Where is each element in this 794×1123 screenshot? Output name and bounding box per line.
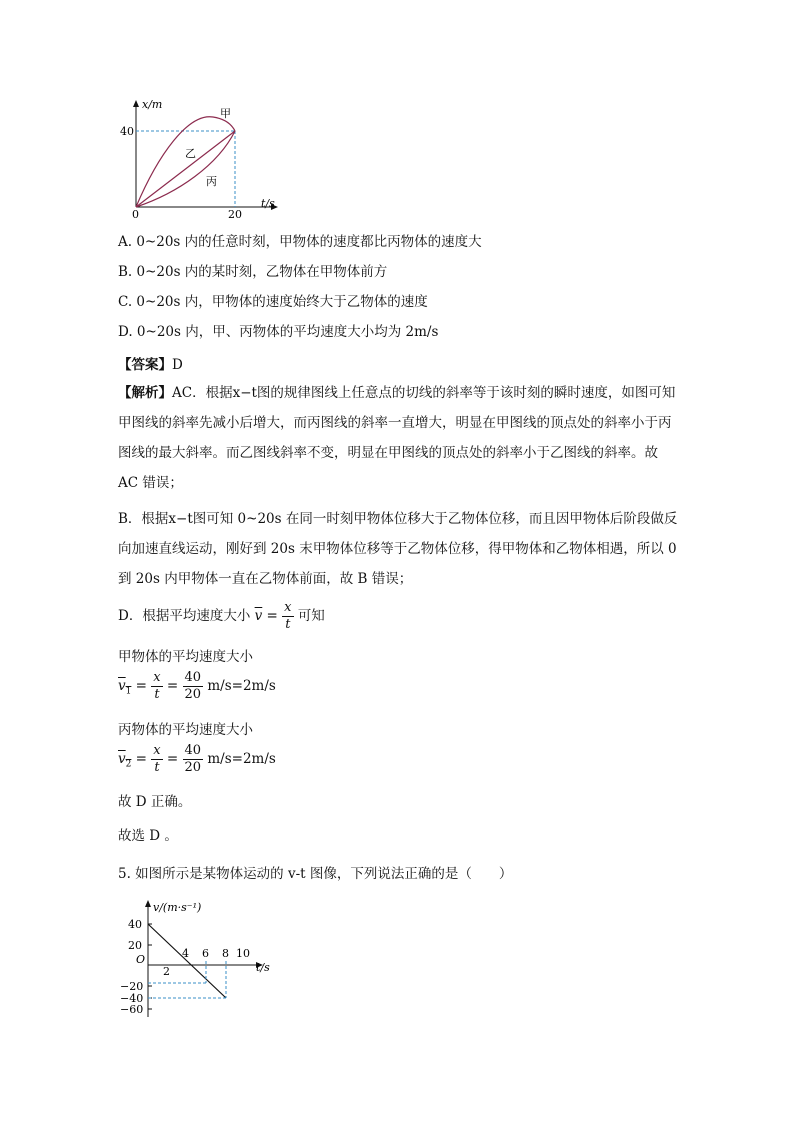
xt-y-label: x/m: [142, 98, 163, 111]
v1-symbol: $v_1$: [118, 678, 132, 697]
v-bar-symbol: $\overline{v}$: [254, 608, 263, 624]
bing-title: 丙物体的平均速度大小: [118, 722, 253, 738]
analysis-b: B．根据x−t图可知 0~20s 在同一时刻甲物体位移大于乙物体位移，而且因甲物体后阶段做反向加速直线运动，刚好到 20s 末甲物体位移等于乙物体位移，得甲物体和乙物体相遇，所以 0 到 20s 内甲物体一直在乙物体前面，故 B 错误；: [118, 511, 678, 587]
vt-x-tick-10: 10: [236, 947, 250, 960]
v2-symbol: $v_2$: [118, 751, 132, 770]
analysis-ac-text: AC．根据x−t图的规律图线上任意点的切线的斜率等于该时刻的瞬时速度，如图可知甲图线的斜率先减小后增大，而丙图线的斜率一直增大，明显在甲图线的顶点处的斜率小于丙图线的最大斜率。而乙图线斜率不变，明显在甲图线的顶点处的斜率小于乙图线的斜率。故 AC 错误；: [118, 385, 676, 491]
equation-v1: $v_1$ = $\frac{x}{t}$ = $\frac{40}{20}$ m/s=2m/s: [118, 670, 276, 702]
v2-result: m/s=2m/s: [207, 751, 276, 767]
xt-origin: 0: [132, 208, 139, 220]
vt-y-label: v/(m·s⁻¹): [153, 901, 202, 914]
vt-x-tick-6: 6: [202, 947, 209, 960]
vt-graph: [118, 895, 288, 1025]
vt-y-tick-40: 40: [128, 918, 142, 931]
v1-frac-xt: $\frac{x}{t}$: [153, 670, 161, 702]
xt-x-label: t/s: [261, 197, 275, 210]
d-conclusion: 故 D 正确。: [118, 794, 192, 810]
v1-frac-40-20: $\frac{40}{20}$: [184, 670, 202, 702]
question-5: 5. 如图所示是某物体运动的 v-t 图像，下列说法正确的是（ ）: [118, 866, 513, 882]
equation-v2: $v_2$ = $\frac{x}{t}$ = $\frac{40}{20}$ m/s=2m/s: [118, 743, 276, 775]
vt-y-arrow: [145, 900, 151, 907]
xt-y-arrow: [133, 100, 139, 107]
d-intro-end: 可知: [297, 608, 325, 624]
answer-value: D: [172, 357, 183, 373]
final-answer: 故选 D 。: [118, 828, 178, 844]
vt-x-label: t/s: [256, 961, 270, 974]
v2-frac-40-20: $\frac{40}{20}$: [184, 743, 202, 775]
option-d: D. 0~20s 内，甲、丙物体的平均速度大小均为 2m/s: [118, 324, 439, 340]
jia-title: 甲物体的平均速度大小: [118, 649, 253, 665]
v2-frac-xt: $\frac{x}{t}$: [153, 743, 161, 775]
frac-num-x: x: [284, 600, 292, 615]
curve-jia: [136, 117, 235, 207]
option-c: C. 0~20s 内，甲物体的速度始终大于乙物体的速度: [118, 294, 428, 310]
label-jia: 甲: [220, 107, 231, 120]
vt-y-tick-neg40: −40: [120, 992, 144, 1005]
label-bing: 丙: [206, 175, 217, 188]
frac-den-t: t: [285, 617, 291, 632]
line-yi: [136, 131, 235, 207]
xt-y-tick-40: 40: [120, 125, 134, 138]
option-a: A. 0~20s 内的任意时刻，甲物体的速度都比丙物体的速度大: [118, 234, 482, 250]
fraction-x-over-t: [282, 600, 293, 633]
vt-x-tick-4: 4: [182, 947, 189, 960]
vt-x-tick-2: 2: [163, 965, 170, 978]
vt-y-tick-20: 20: [128, 939, 142, 952]
v1-result: m/s=2m/s: [207, 678, 276, 694]
answer-line: [118, 353, 183, 373]
d-intro-text: D．根据平均速度大小: [118, 608, 251, 624]
vt-line: [148, 924, 226, 998]
xt-x-tick-20: 20: [228, 208, 242, 220]
option-b: B. 0~20s 内的某时刻，乙物体在甲物体前方: [118, 264, 388, 280]
vt-y-tick-neg60: −60: [120, 1003, 144, 1016]
vt-origin: O: [136, 953, 146, 966]
vt-axes: [148, 903, 260, 1017]
analysis-d-intro: D．根据平均速度大小 $\overline{v}$ = $\frac{x}{t}$ 可知: [118, 600, 325, 632]
label-yi: 乙: [185, 147, 196, 160]
xt-graph: [118, 95, 288, 220]
analysis-ac: [118, 378, 678, 498]
analysis-tag: 【解析】: [118, 385, 172, 401]
answer-tag: 【答案】: [118, 357, 172, 373]
vt-x-tick-8: 8: [222, 947, 229, 960]
vt-y-tick-neg20: −20: [120, 980, 144, 993]
